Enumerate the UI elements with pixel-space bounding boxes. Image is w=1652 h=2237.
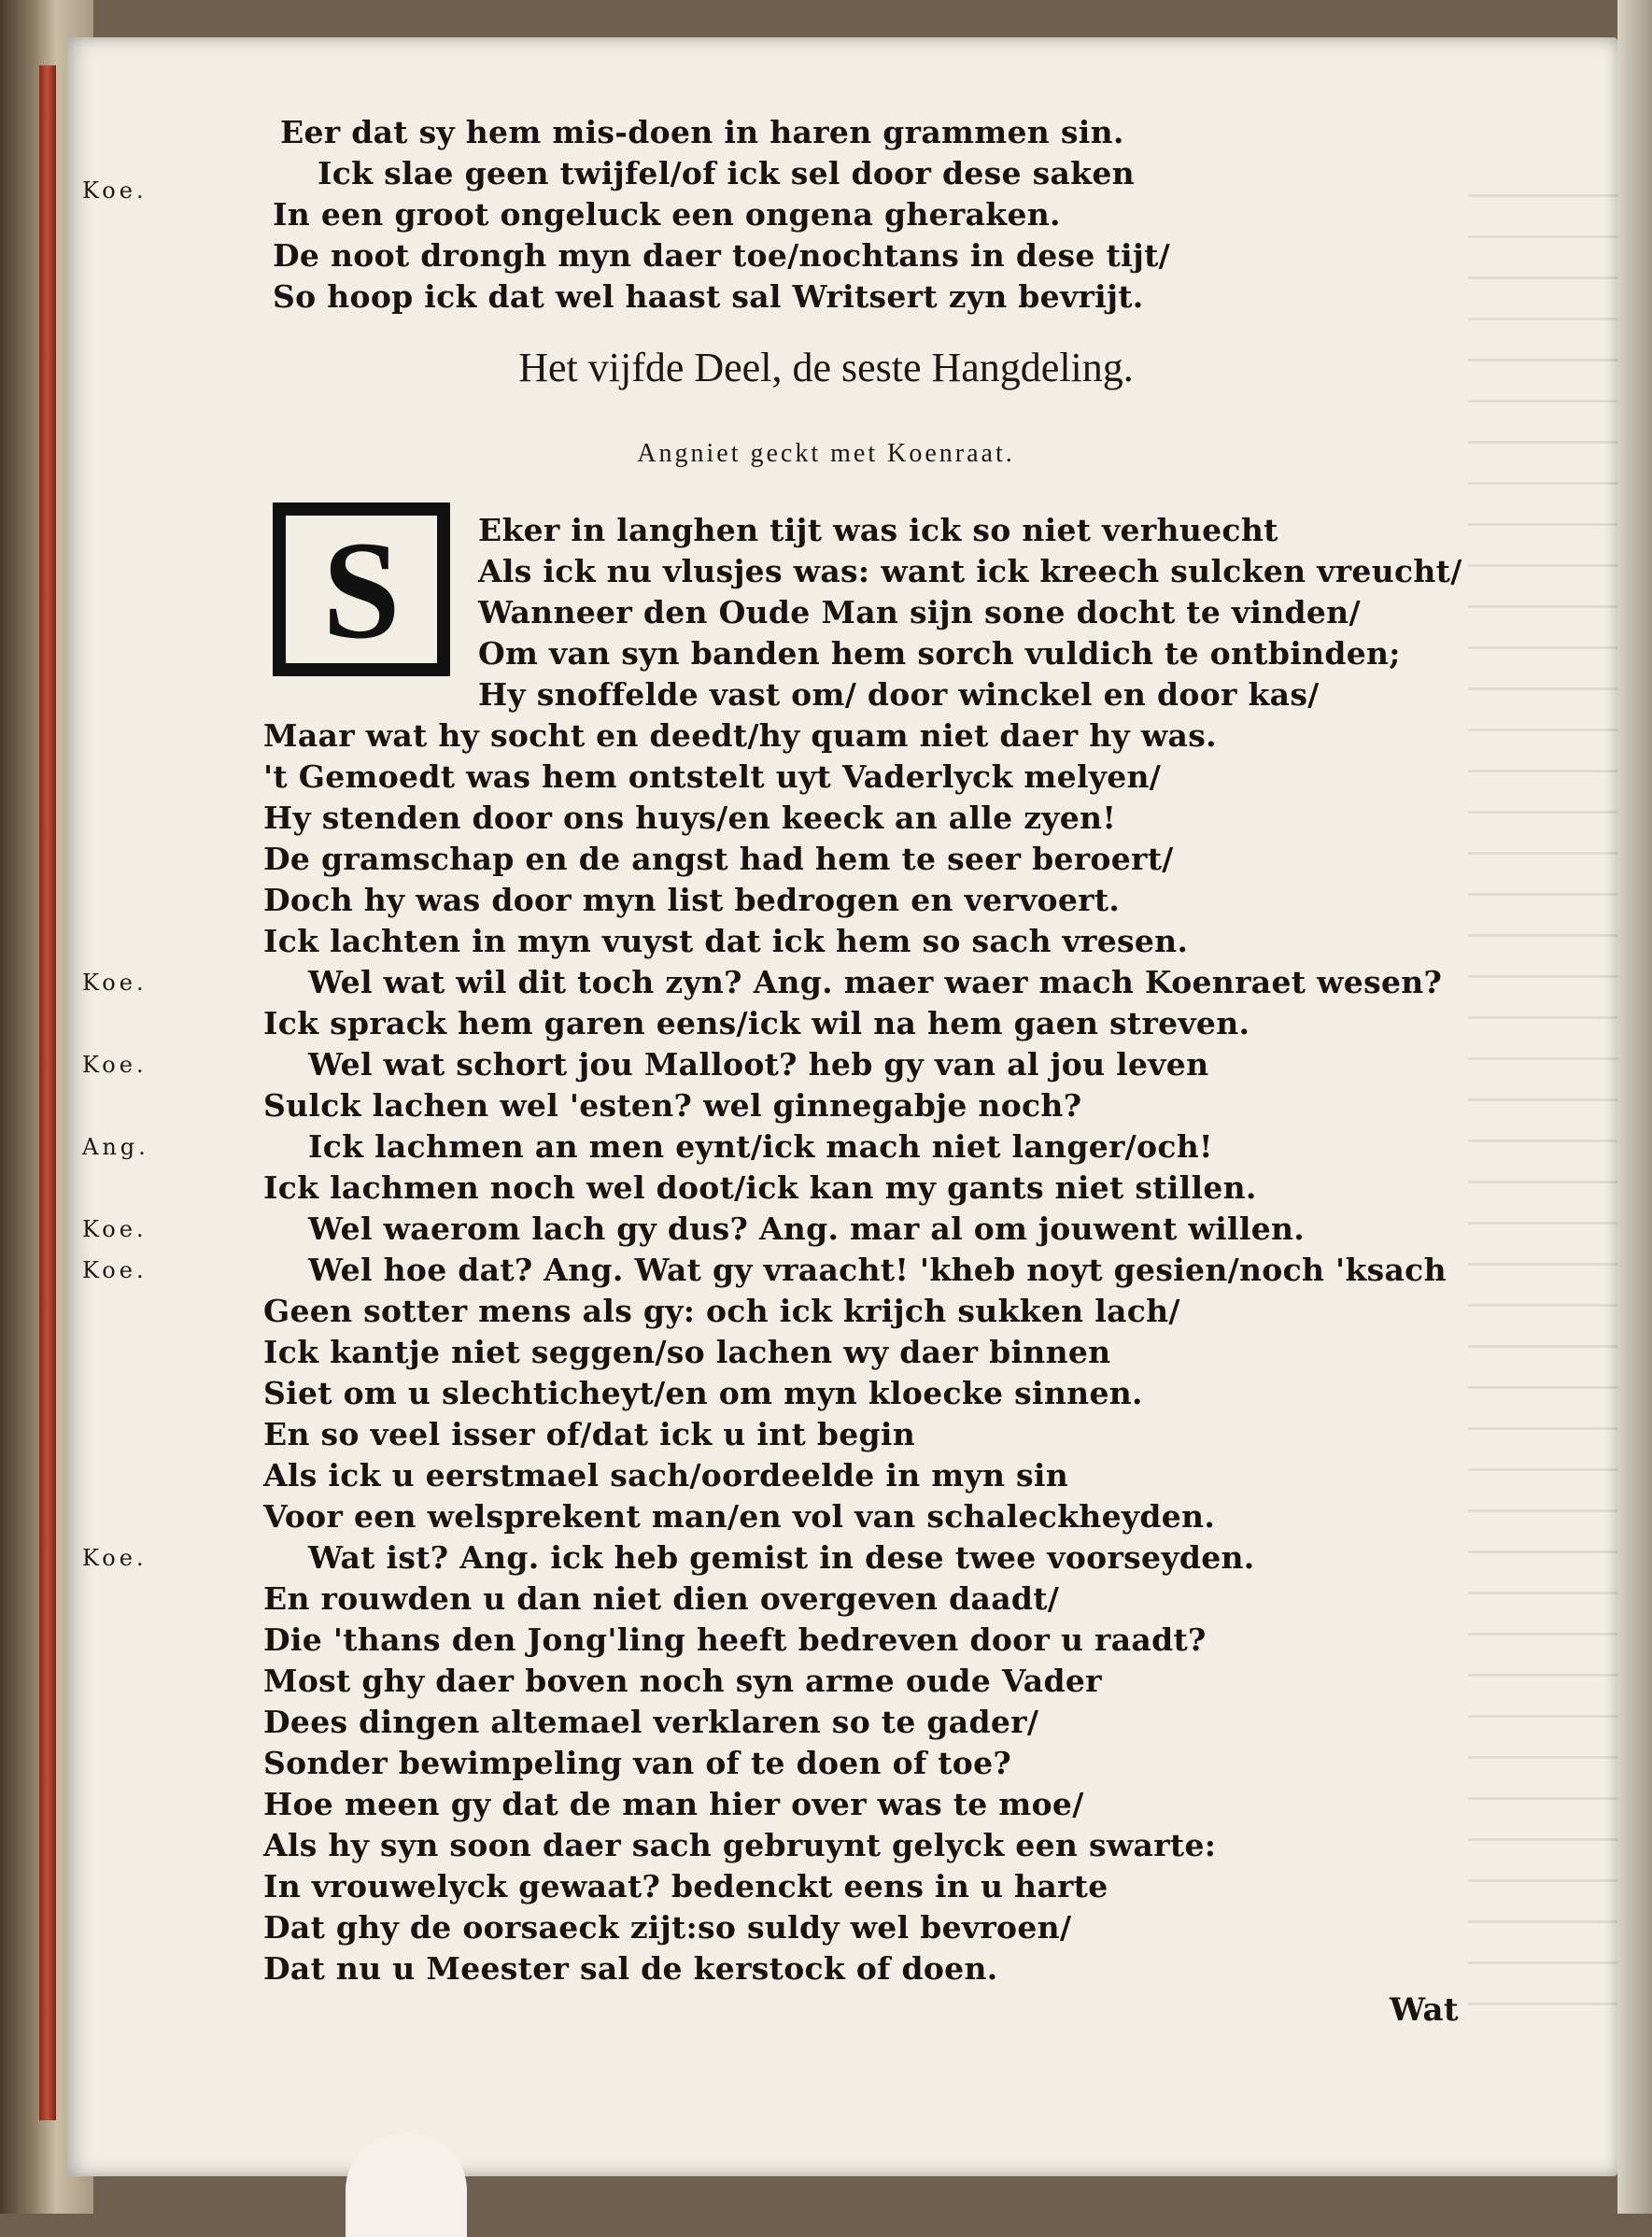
- decorated-initial: [273, 503, 450, 676]
- verse-line: Hy stenden door ons huys/en keeck an alle zyen!: [263, 800, 1117, 836]
- verse-line: Dat ghy de oorsaeck zijt:so suldy wel bevroen/: [263, 1909, 1072, 1946]
- speaker-label: Ang.: [82, 1134, 149, 1160]
- verse-line: En rouwden u dan niet dien overgeven daadt/: [263, 1580, 1060, 1617]
- drop-cap-letter: S: [322, 513, 401, 668]
- thumb: [346, 2134, 467, 2237]
- speaker-label: Koe.: [82, 1257, 148, 1283]
- catchword: Wat: [1390, 1991, 1459, 2029]
- verse-line: Als ick u eerstmael sach/oordeelde in myn sin: [263, 1457, 1069, 1494]
- verse-line: In vrouwelyck gewaat? bedenckt eens in u harte: [263, 1868, 1108, 1904]
- verse-line: Ick sprack hem garen eens/ick wil na hem gaen streven.: [263, 1005, 1250, 1041]
- verse-line: Als ick nu vlusjes was: want ick kreech sulcken vreucht/: [478, 553, 1462, 589]
- speaker-label: Koe.: [82, 1052, 148, 1078]
- verse-line: En so veel isser of/dat ick u int begin: [263, 1416, 916, 1452]
- verse-line: Wel waerom lach gy dus? Ang. mar al om jouwent willen.: [308, 1211, 1306, 1247]
- verse-line: Ick slae geen twijfel/of ick sel door dese saken: [318, 155, 1135, 191]
- verse-line: Hoe meen gy dat de man hier over was te moe/: [263, 1786, 1084, 1822]
- verse-line: Ick lachmen noch wel doot/ick kan my gants niet stillen.: [263, 1169, 1257, 1206]
- speaker-label: Koe.: [82, 1545, 148, 1571]
- verse-line: Geen sotter mens als gy: och ick krijch sukken lach/: [263, 1293, 1180, 1329]
- verse-line: Ick kantje niet seggen/so lachen wy daer binnen: [263, 1334, 1111, 1370]
- verse-line: Wel wat schort jou Malloot? heb gy van al jou leven: [308, 1046, 1209, 1083]
- speaker-label: Koe.: [82, 1216, 148, 1242]
- scene-subtitle: Angniet geckt met Koenraat.: [637, 439, 1015, 468]
- verse-line: De gramschap en de angst had hem te seer beroert/: [263, 841, 1174, 877]
- verse-line: Wat ist? Ang. ick heb gemist in dese twee voorseyden.: [308, 1539, 1255, 1576]
- verse-line: Maar wat hy socht en deedt/hy quam niet daer hy was.: [263, 717, 1217, 754]
- section-title: Het vijfde Deel, de seste Hangdeling.: [518, 345, 1134, 390]
- verse-line: Eker in langhen tijt was ick so niet verhuecht: [478, 512, 1278, 548]
- speaker-label: Koe.: [82, 970, 148, 996]
- verse-line: Dees dingen altemael verklaren so te gader/: [263, 1704, 1039, 1740]
- verse-line: Siet om u slechticheyt/en om myn kloecke sinnen.: [263, 1375, 1143, 1411]
- verse-line: Eer dat sy hem mis-doen in haren grammen sin.: [280, 114, 1124, 150]
- right-page-edge: [1617, 0, 1652, 2214]
- verse-line: In een groot ongeluck een ongena gheraken.: [273, 196, 1061, 233]
- verse-line: Voor een welsprekent man/en vol van schaleckheyden.: [263, 1498, 1216, 1535]
- verse-line: Hy snoffelde vast om/ door winckel en door kas/: [478, 676, 1320, 713]
- verse-line: Sonder bewimpeling van of te doen of toe?: [263, 1745, 1012, 1781]
- speaker-label: Koe.: [82, 177, 148, 204]
- verse-line: Wel wat wil dit toch zyn? Ang. maer waer mach Koenraet wesen?: [308, 964, 1443, 1000]
- verse-line: Most ghy daer boven noch syn arme oude Vader: [263, 1663, 1102, 1699]
- verse-line: Als hy syn soon daer sach gebruynt gelyck een swarte:: [263, 1827, 1217, 1863]
- verse-line: De noot drongh myn daer toe/nochtans in dese tijt/: [273, 237, 1171, 274]
- verse-line: 't Gemoedt was hem ontstelt uyt Vaderlyck melyen/: [263, 758, 1162, 795]
- verse-line: Ick lachmen an men eynt/ick mach niet langer/och!: [308, 1128, 1213, 1165]
- verse-line: So hoop ick dat wel haast sal Writsert zyn bevrijt.: [273, 278, 1144, 315]
- verse-line: Die 'thans den Jong'ling heeft bedreven door u raadt?: [263, 1621, 1207, 1658]
- verse-line: Wel hoe dat? Ang. Wat gy vraacht! 'kheb noyt gesien/noch 'ksach: [308, 1252, 1447, 1288]
- verse-line: Sulck lachen wel 'esten? wel ginnegabje noch?: [263, 1087, 1082, 1124]
- verse-line: Dat nu u Meester sal de kerstock of doen.: [263, 1950, 998, 1987]
- verse-line: Wanneer den Oude Man sijn sone docht te vinden/: [478, 594, 1361, 630]
- verse-line: Ick lachten in myn vuyst dat ick hem so sach vresen.: [263, 923, 1189, 959]
- verse-line: Om van syn banden hem sorch vuldich te ontbinden;: [478, 635, 1401, 672]
- verse-line: Doch hy was door myn list bedrogen en vervoert.: [263, 882, 1121, 918]
